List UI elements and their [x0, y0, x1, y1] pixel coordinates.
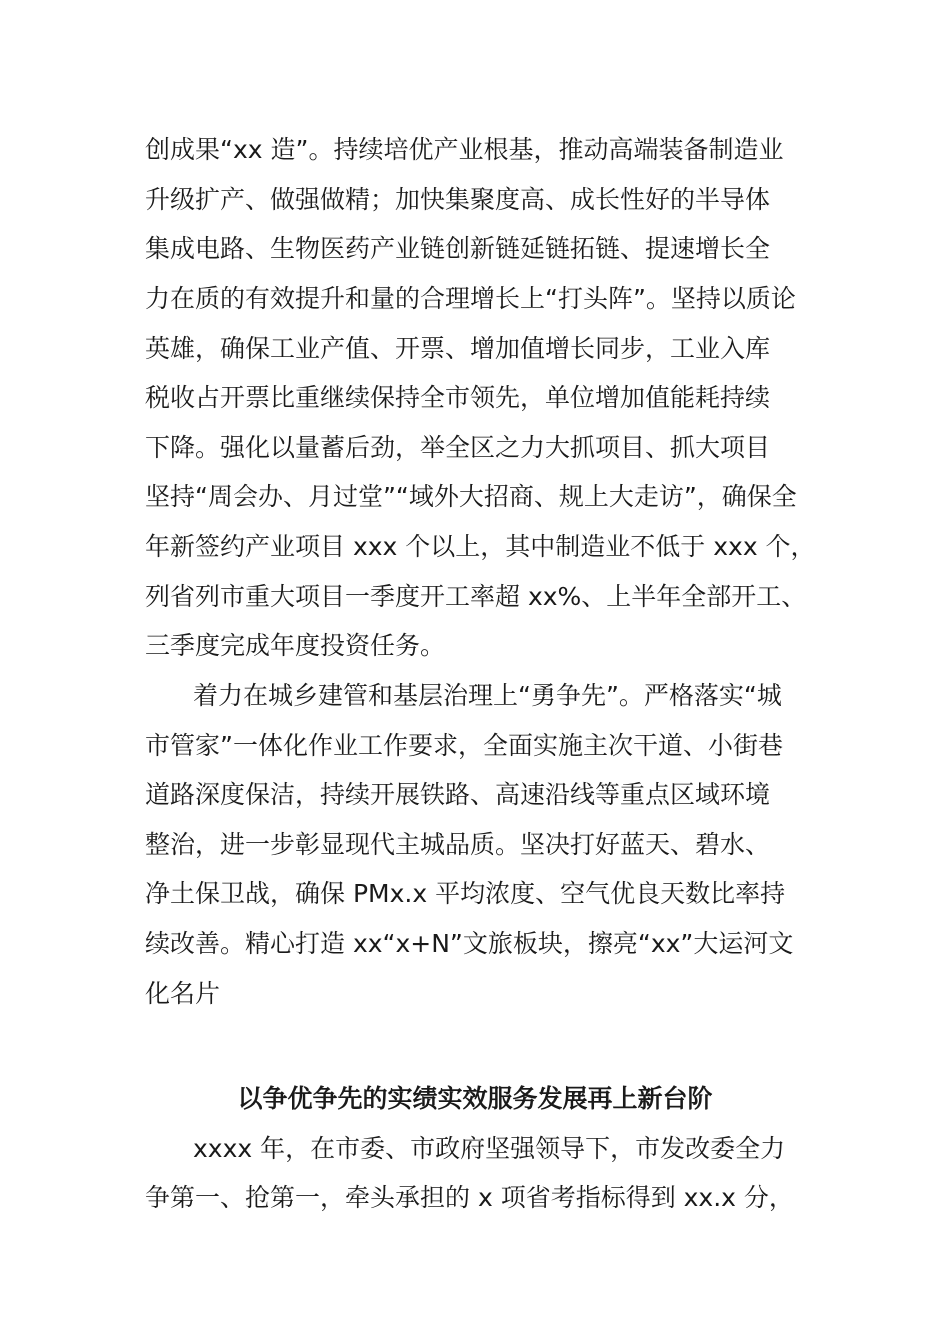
- paragraph-2-line-3: 道路深度保洁，持续开展铁路、高速沿线等重点区域环境: [145, 780, 771, 809]
- paragraph-3-line-2: 争第一、抢第一，牵头承担的 x 项省考指标得到 xx.x 分，: [145, 1183, 794, 1212]
- paragraph-1-line-11: 三季度完成年度投资任务。: [145, 631, 446, 660]
- paragraph-2-line-7: 化名片: [145, 979, 221, 1008]
- paragraph-1-line-7: 下降。强化以量蓄后劲，举全区之力大抓项目、抓大项目: [145, 433, 771, 462]
- paragraph-1-line-2: 升级扩产、做强做精；加快集聚度高、成长性好的半导体: [145, 185, 771, 214]
- paragraph-1-line-5: 英雄，确保工业产值、开票、增加值增长同步，工业入库: [145, 334, 771, 363]
- paragraph-1-line-3: 集成电路、生物医药产业链创新链延链拓链、提速增长全: [145, 234, 771, 263]
- paragraph-1-line-10: 列省列市重大项目一季度开工率超 xx%、上半年全部开工、: [145, 582, 807, 611]
- paragraph-2-line-6: 续改善。精心打造 xx“x+N”文旅板块，擦亮“xx”大运河文: [145, 929, 794, 958]
- paragraph-3-line-1: xxxx 年，在市委、市政府坚强领导下，市发改委全力: [193, 1134, 786, 1163]
- paragraph-2-line-2: 市管家”一体化作业工作要求，全面实施主次干道、小街巷: [145, 731, 783, 760]
- section-heading: 以争优争先的实绩实效服务发展再上新台阶: [237, 1084, 713, 1113]
- paragraph-1-line-9: 年新签约产业项目 xxx 个以上，其中制造业不低于 xxx 个，: [145, 532, 816, 561]
- paragraph-1-line-6: 税收占开票比重继续保持全市领先，单位增加值能耗持续: [145, 383, 771, 412]
- paragraph-2-line-5: 净土保卫战，确保 PMx.x 平均浓度、空气优良天数比率持: [145, 879, 786, 908]
- paragraph-1-line-8: 坚持“周会办、月过堂”“域外大招商、规上大走访”，确保全: [145, 482, 797, 511]
- paragraph-1-line-4: 力在质的有效提升和量的合理增长上“打头阵”。坚持以质论: [145, 284, 796, 313]
- paragraph-1-line-1: 创成果“xx 造”。持续培优产业根基，推动高端装备制造业: [145, 135, 784, 164]
- paragraph-2-line-4: 整治，进一步彰显现代主城品质。坚决打好蓝天、碧水、: [145, 830, 771, 859]
- paragraph-2-line-1: 着力在城乡建管和基层治理上“勇争先”。严格落实“城: [193, 681, 782, 710]
